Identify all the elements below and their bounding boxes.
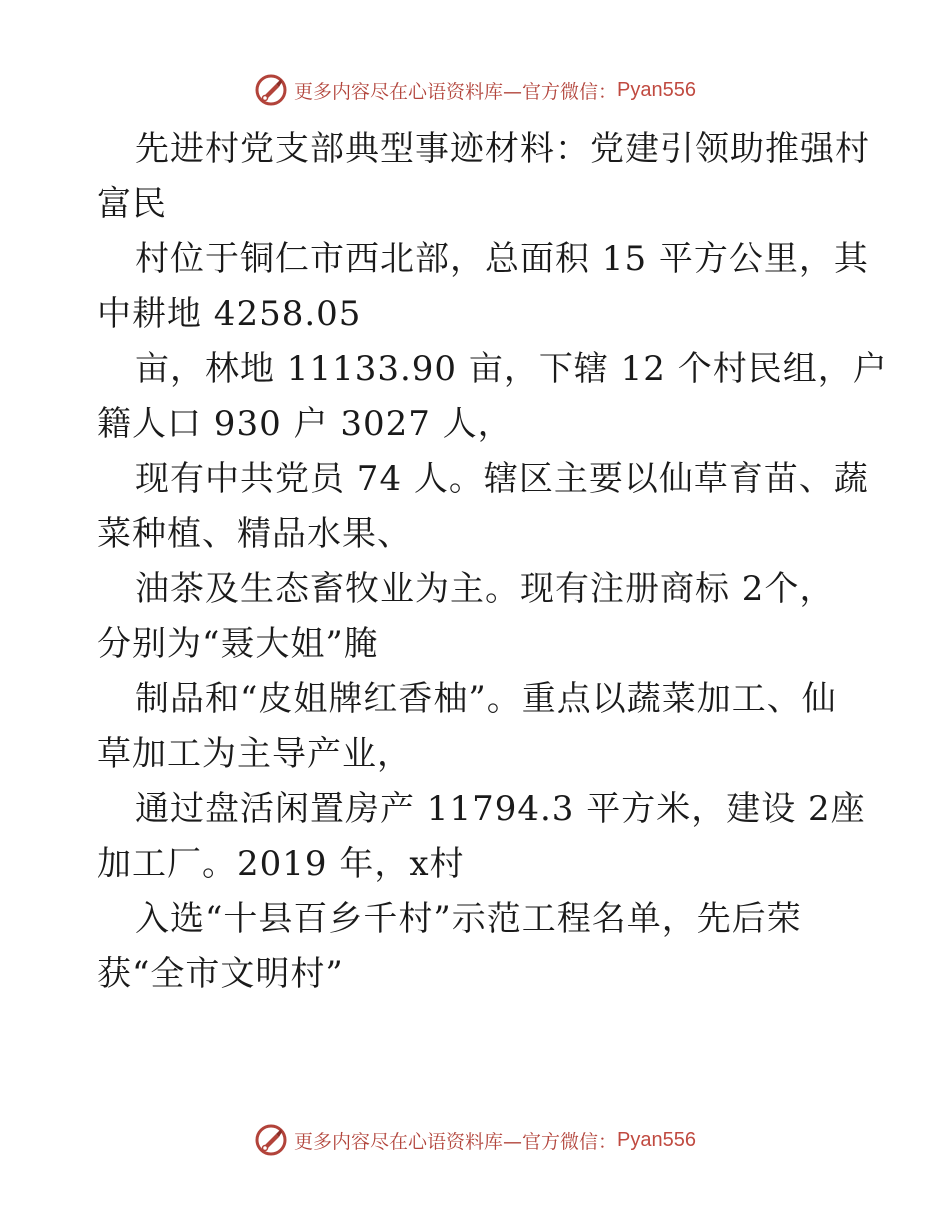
- text-line: 入选“十县百乡千村”示范工程名单，先后荣: [135, 899, 802, 939]
- text-line: 加工厂。2019 年，x村: [97, 844, 465, 884]
- header-banner[interactable]: [0, 70, 950, 110]
- wechat-handle: Pyan556: [617, 1128, 696, 1151]
- pen-nib-circle-icon: [254, 73, 288, 107]
- text-line: 获“全市文明村”: [97, 954, 344, 994]
- text-line: 村位于铜仁市西北部，总面积 15 平方公里，其: [135, 239, 869, 279]
- text-line: 通过盘活闲置房产 11794.3 平方米，建设 2座: [135, 789, 866, 829]
- banner-text: 更多内容尽在心语资料库—官方微信：: [294, 80, 618, 103]
- text-line: 富民: [97, 184, 167, 224]
- wechat-handle: Pyan556: [617, 78, 696, 101]
- text-line: 制品和“皮姐牌红香柚”。重点以蔬菜加工、仙: [135, 679, 837, 719]
- document-body: [97, 122, 888, 1002]
- text-line: 油茶及生态畜牧业为主。现有注册商标 2个，: [135, 569, 835, 609]
- footer-banner[interactable]: [0, 1120, 950, 1160]
- banner-text: 更多内容尽在心语资料库—官方微信：: [294, 1130, 618, 1153]
- text-line: 草加工为主导产业，: [97, 734, 412, 774]
- text-line: 中耕地 4258.05: [97, 294, 362, 334]
- text-line: 菜种植、精品水果、: [97, 514, 412, 554]
- pen-nib-circle-icon: [254, 1123, 288, 1157]
- text-line: 现有中共党员 74 人。辖区主要以仙草育苗、蔬: [135, 459, 869, 499]
- text-line: 分别为“聂大姐”腌: [97, 624, 379, 664]
- text-line: 籍人口 930 户 3027 人，: [97, 404, 513, 444]
- text-line: 先进村党支部典型事迹材料：党建引领助推强村: [135, 129, 870, 169]
- text-line: 亩，林地 11133.90 亩，下辖 12 个村民组，户: [135, 349, 888, 389]
